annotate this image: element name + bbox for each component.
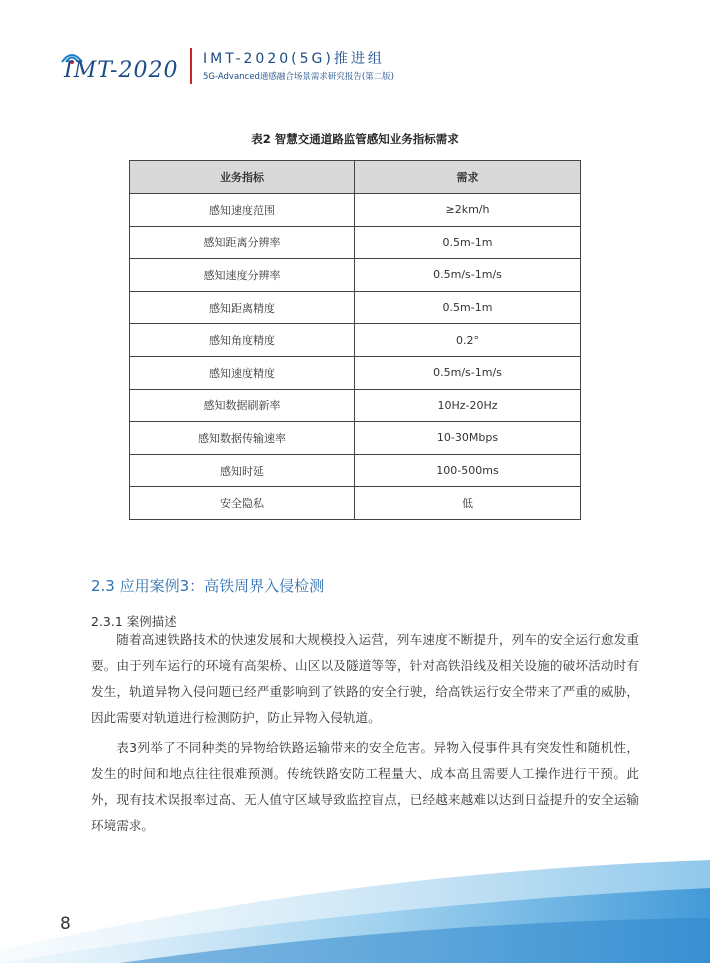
header-title: IMT-2020(5G)推进组 [203, 51, 385, 67]
table-row [130, 454, 581, 487]
table-row [130, 422, 581, 455]
metric-cell: 感知数据刷新率 [130, 389, 355, 422]
section-heading: 2.3 应用案例3：高铁周界入侵检测 [91, 577, 325, 595]
metric-cell: 感知速度分辨率 [130, 259, 355, 292]
table-row [130, 226, 581, 259]
metric-cell: 感知时延 [130, 454, 355, 487]
requirement-cell: 10-30Mbps [355, 422, 581, 455]
requirement-cell: 0.5m/s-1m/s [355, 259, 581, 292]
requirement-cell: 0.5m-1m [355, 291, 581, 324]
metric-cell: 安全隐私 [130, 487, 355, 520]
metric-cell: 感知角度精度 [130, 324, 355, 357]
table-row [130, 487, 581, 520]
table-row [130, 389, 581, 422]
subsection-heading: 2.3.1 案例描述 [91, 614, 177, 629]
table-row [130, 259, 581, 292]
requirement-cell: 100-500ms [355, 454, 581, 487]
table-header-row [130, 161, 581, 194]
body-paragraph: 表3列举了不同种类的异物给铁路运输带来的安全危害。异物入侵事件具有突发性和随机性，发生的时间和地点往往很难预测。传统铁路安防工程量大、成本高且需要人工操作进行干预。此外，现有技术误报率过高、无人值守区域导致监控盲点，已经越来越难以达到日益提升的安全运输环境需求。 [91, 740, 639, 833]
metric-cell: 感知速度范围 [130, 194, 355, 227]
metric-cell: 感知距离分辨率 [130, 226, 355, 259]
footer-wave-decoration [0, 840, 710, 963]
page-number: 8 [60, 914, 71, 934]
requirement-cell: 低 [355, 487, 581, 520]
table-row [130, 194, 581, 227]
table-row [130, 356, 581, 389]
column-header: 需求 [355, 161, 581, 194]
requirements-table [129, 160, 581, 520]
table-row [130, 291, 581, 324]
body-paragraph: 随着高速铁路技术的快速发展和大规模投入运营，列车速度不断提升，列车的安全运行愈发重要。由于列车运行的环境有高架桥、山区以及隧道等等，针对高铁沿线及相关设施的破坏活动时有发生，轨道异物入侵问题已经严重影响到了铁路的安全行驶，给高铁运行安全带来了严重的威胁，因此需要对轨道进行检测防护，防止异物入侵轨道。 [91, 632, 639, 725]
column-header: 业务指标 [130, 161, 355, 194]
header-subtitle: 5G-Advanced通感融合场景需求研究报告(第二版) [203, 72, 394, 82]
requirement-cell: ≥2km/h [355, 194, 581, 227]
logo-text: IMT-2020 [64, 58, 179, 83]
requirement-cell: 0.5m-1m [355, 226, 581, 259]
requirement-cell: 0.5m/s-1m/s [355, 356, 581, 389]
requirement-cell: 10Hz-20Hz [355, 389, 581, 422]
metric-cell: 感知数据传输速率 [130, 422, 355, 455]
table-row [130, 324, 581, 357]
header-divider [190, 48, 192, 84]
requirement-cell: 0.2° [355, 324, 581, 357]
metric-cell: 感知速度精度 [130, 356, 355, 389]
metric-cell: 感知距离精度 [130, 291, 355, 324]
table-caption: 表2 智慧交通道路监管感知业务指标需求 [251, 132, 459, 146]
